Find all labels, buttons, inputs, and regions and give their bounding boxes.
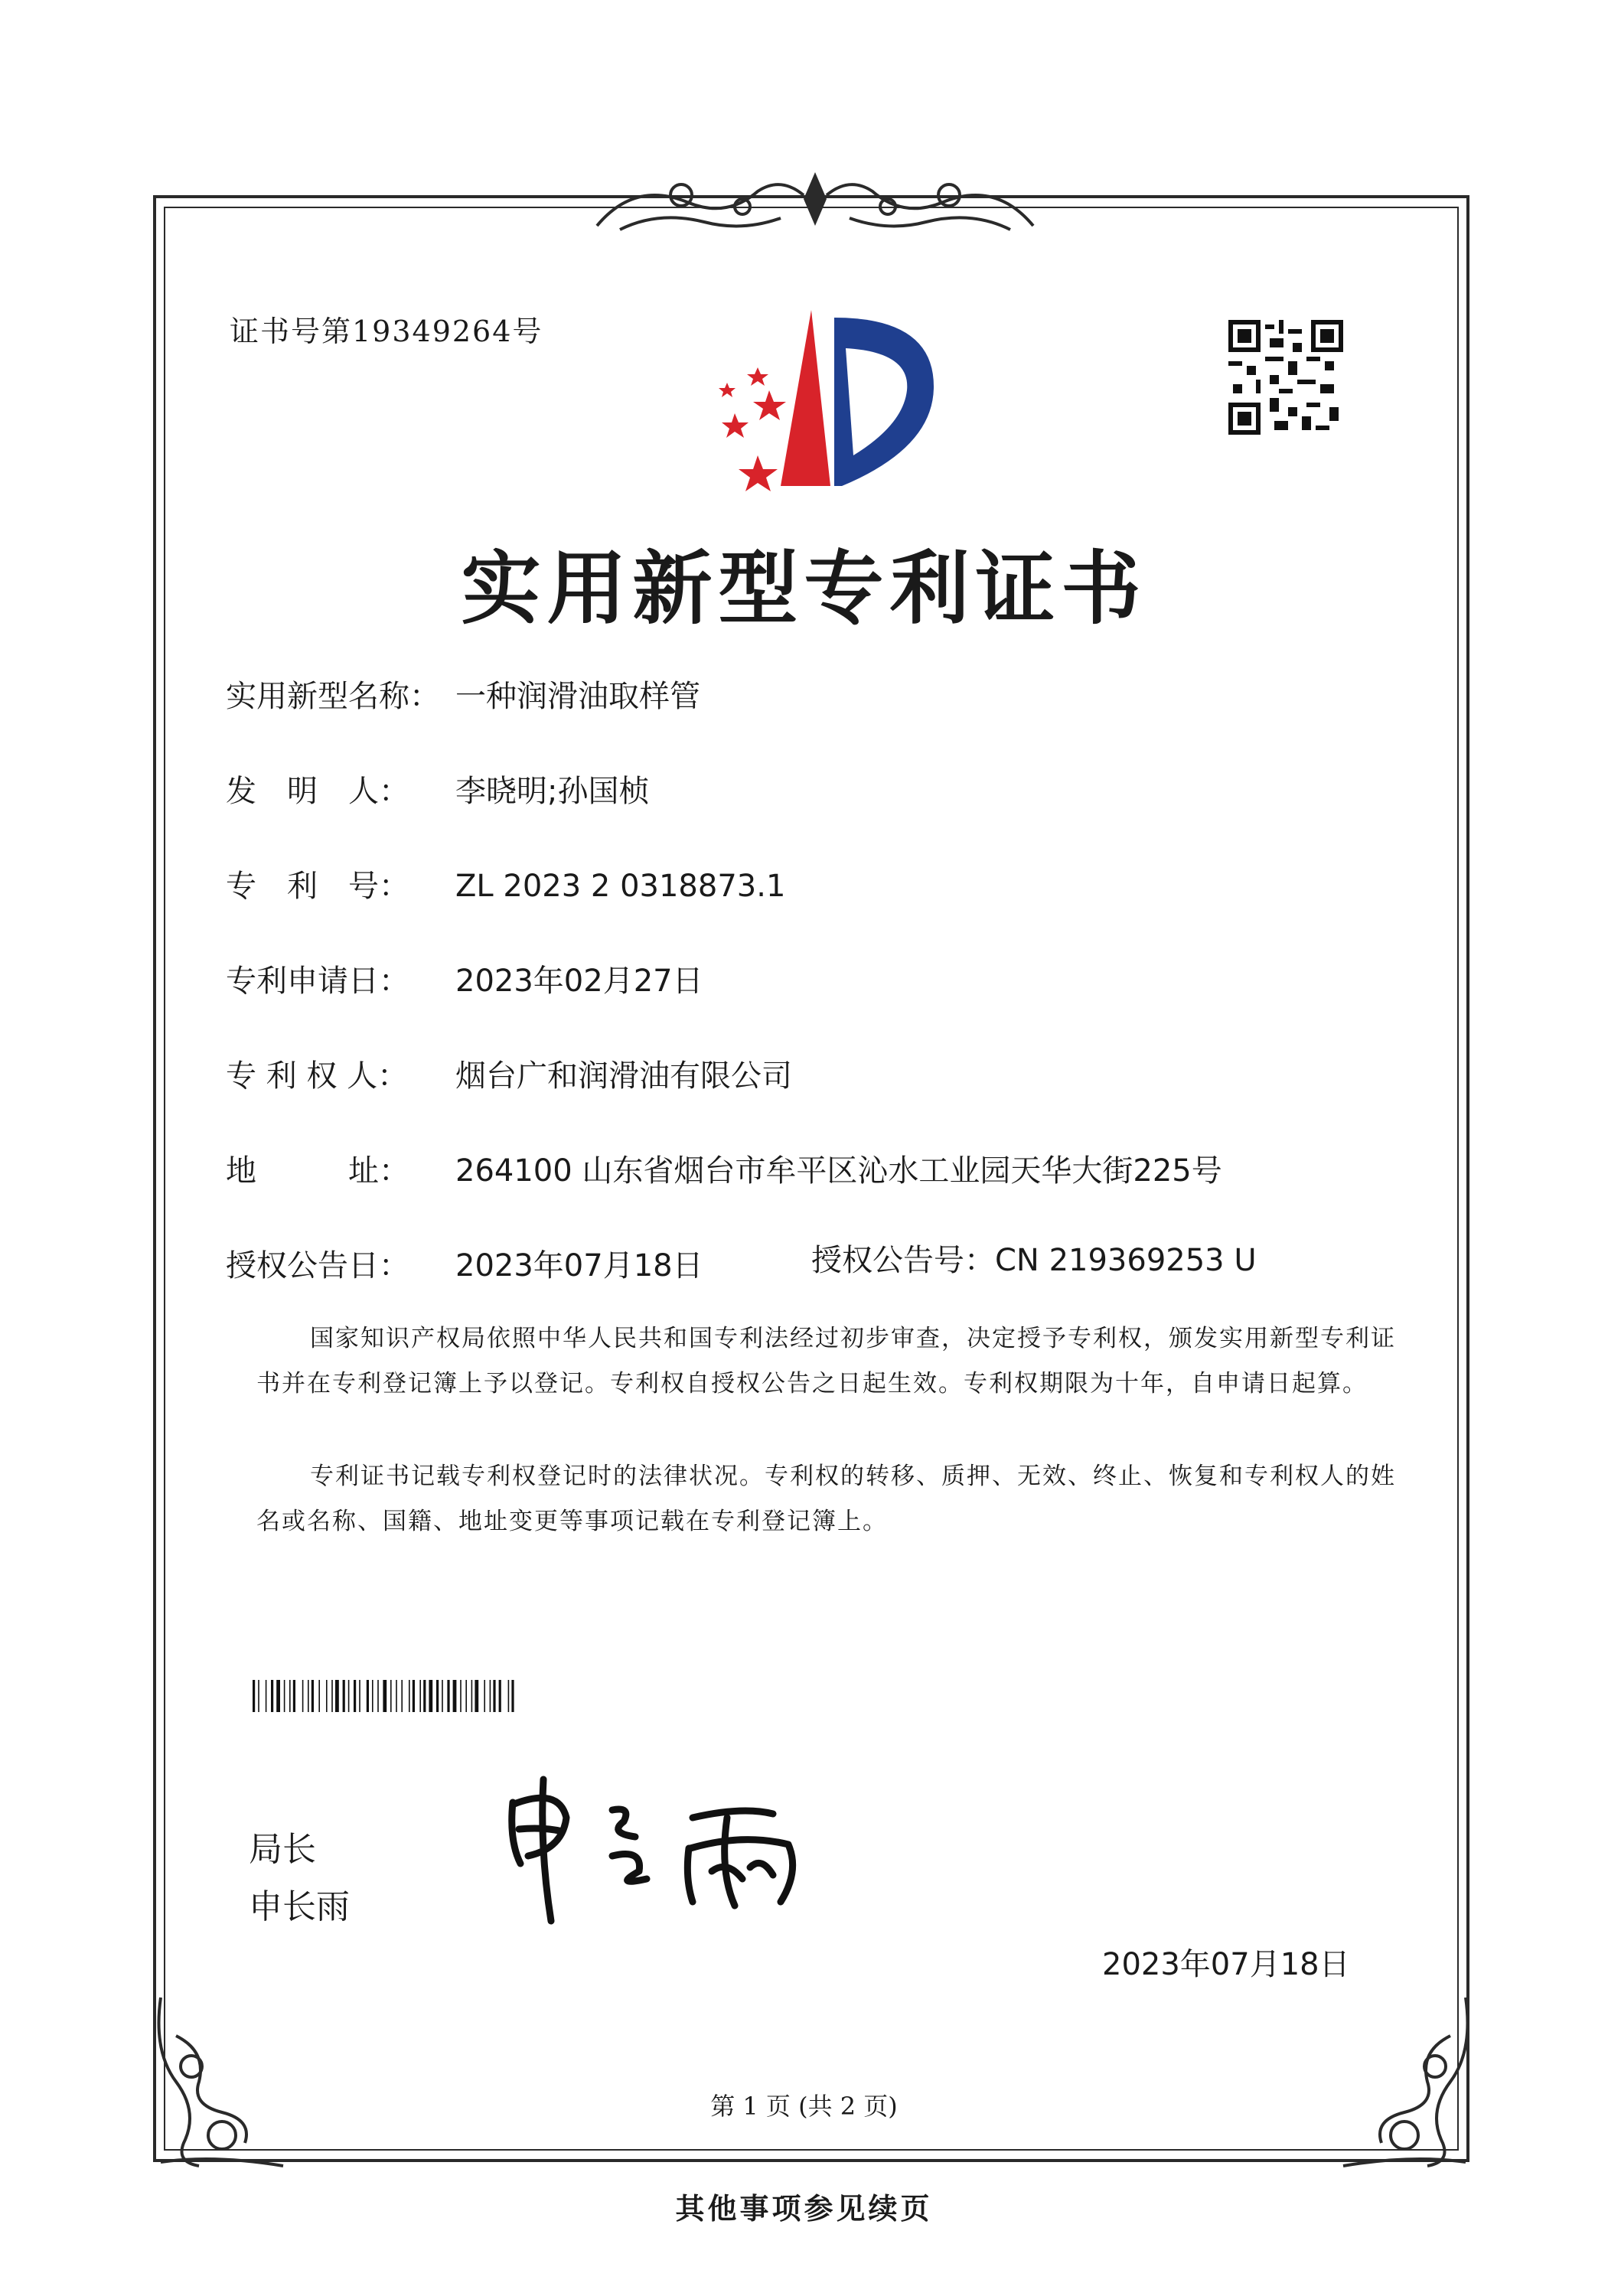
- field-value: 264100 山东省烟台市牟平区沁水工业园天华大街225号: [455, 1153, 1222, 1189]
- field-value: ZL 2023 2 0318873.1: [455, 869, 786, 904]
- field-label: 发 明 人：: [226, 774, 409, 809]
- field-value: 一种润滑油取样管: [455, 679, 700, 714]
- certificate-title: 实用新型专利证书: [461, 541, 1147, 635]
- qr-code: [1228, 320, 1343, 435]
- director-name: 申长雨: [249, 1887, 350, 1926]
- field-utility-model-name: [226, 672, 700, 716]
- page-number: 第 1 页 (共 2 页): [710, 2092, 898, 2121]
- statement-paragraph-2: 专利证书记载专利权登记时的法律状况。专利权的转移、质押、无效、终止、恢复和专利权人的姓名或名称、国籍、地址变更等事项记载在专利登记簿上。: [256, 1463, 1396, 1535]
- top-ornament: [589, 165, 1041, 241]
- cnipa-emblem: [689, 302, 941, 494]
- field-value: 2023年07月18日: [455, 1248, 703, 1283]
- director-signature: [497, 1772, 857, 1925]
- corner-ornament-left: [145, 1990, 291, 2174]
- field-patent-number: [226, 862, 785, 905]
- field-label: 授权公告号：: [811, 1243, 995, 1278]
- statement-paragraph-1: 国家知识产权局依照中华人民共和国专利法经过初步审查，决定授予专利权，颁发实用新型专利证书并在专利登记簿上予以登记。专利权自授权公告之日起生效。专利权期限为十年，自申请日起算。: [256, 1325, 1396, 1397]
- field-value: CN 219369253 U: [995, 1243, 1257, 1278]
- field-address: [226, 1146, 1222, 1190]
- field-label: 地 址：: [226, 1153, 409, 1189]
- field-label: 授权公告日：: [226, 1248, 409, 1283]
- field-grant-date: [226, 1241, 703, 1285]
- director-title: 局长: [249, 1830, 316, 1869]
- field-label: 实用新型名称：: [226, 679, 440, 714]
- field-filing-date: [226, 957, 703, 1000]
- certificate-number: 证书号第19349264号: [230, 315, 543, 348]
- field-label: 专利申请日：: [226, 964, 409, 999]
- continuation-note: 其他事项参见续页: [675, 2191, 933, 2226]
- field-inventor: [226, 767, 649, 810]
- signature-date: 2023年07月18日: [1102, 1947, 1350, 1982]
- field-label: 专 利 号：: [226, 869, 409, 904]
- corner-ornament-right: [1336, 1990, 1481, 2174]
- field-grant-number: [811, 1236, 1257, 1280]
- field-value: 2023年02月27日: [455, 964, 703, 999]
- field-patentee: [226, 1052, 792, 1095]
- field-value: 烟台广和润滑油有限公司: [455, 1058, 792, 1094]
- field-label: 专 利 权 人：: [226, 1058, 409, 1094]
- barcode: [253, 1680, 651, 1712]
- field-value: 李晓明;孙国桢: [455, 774, 650, 809]
